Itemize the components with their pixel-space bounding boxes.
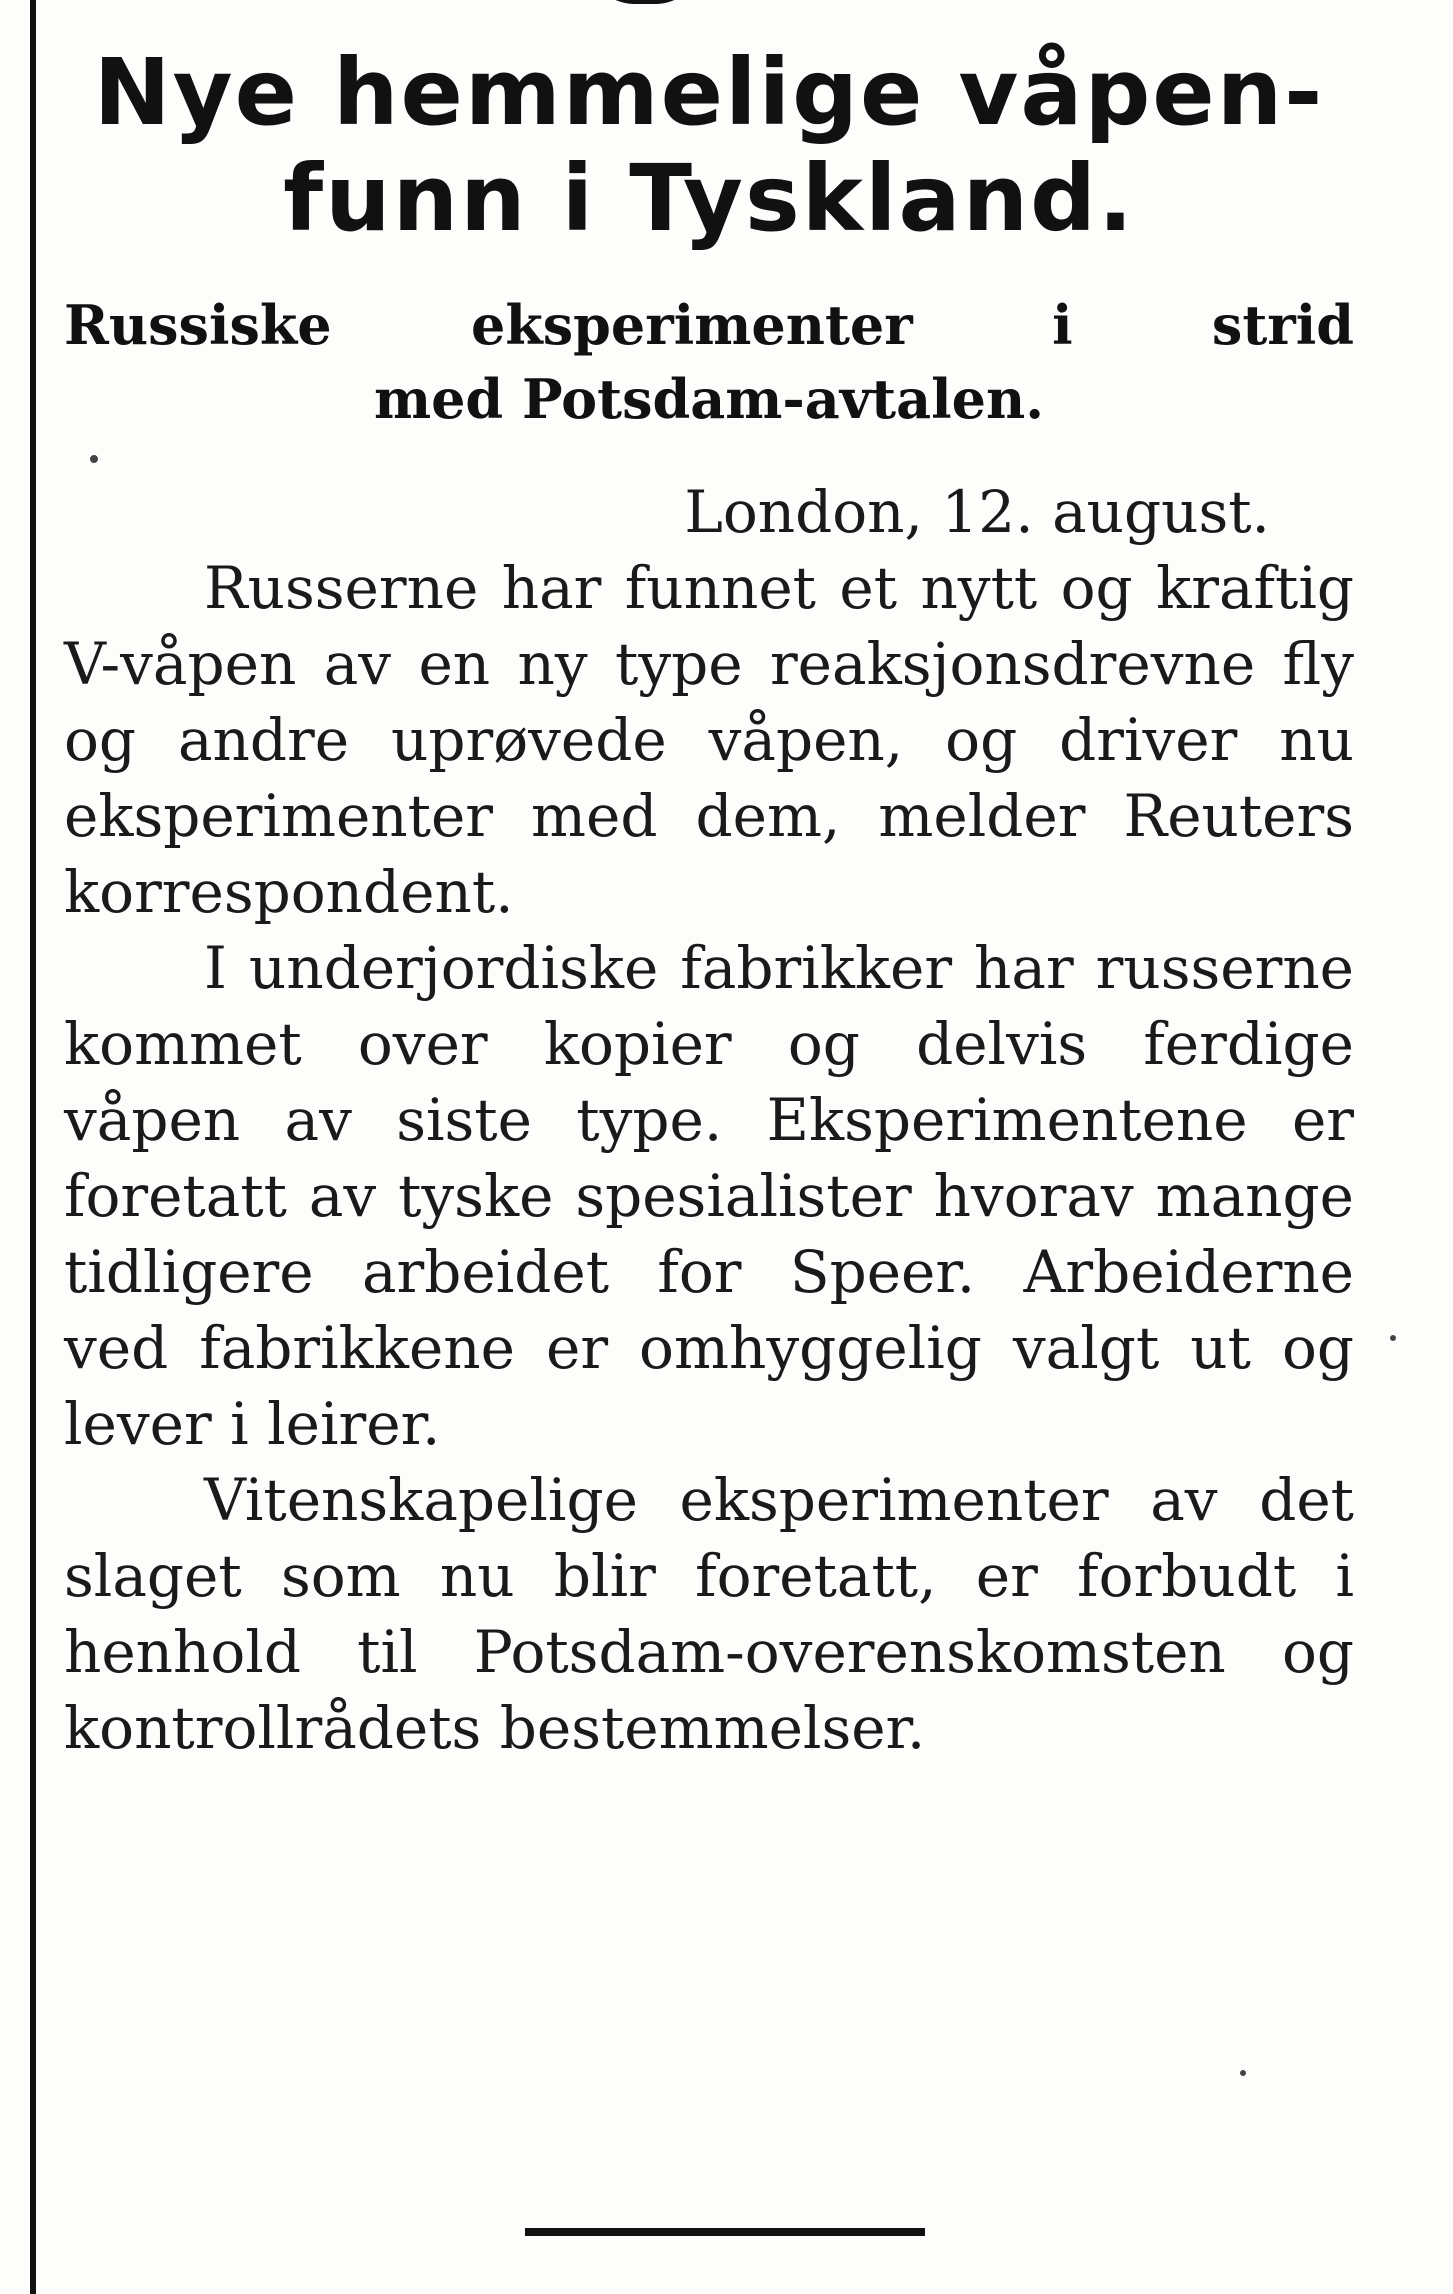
headline-line-2: funn i Tyskland. bbox=[283, 145, 1135, 252]
subheadline bbox=[64, 288, 1354, 436]
dateline: London, 12. august. bbox=[684, 478, 1270, 546]
column-rule-left bbox=[30, 0, 36, 2294]
print-speck bbox=[1390, 1335, 1396, 1341]
subheadline-line-2: med Potsdam-avtalen. bbox=[373, 367, 1045, 431]
article bbox=[64, 40, 1354, 1766]
article-body bbox=[64, 550, 1354, 1766]
end-rule bbox=[525, 2228, 925, 2236]
headline-line-1: Nye hemmelige våpen- bbox=[93, 39, 1325, 146]
headline bbox=[64, 40, 1354, 252]
paragraph-3: Vitenskapelige eksperimenter av det slaget som nu blir foretatt, er forbudt i henhold til Potsdam-overenskomsten og kontrollrådets bestemmelser. bbox=[64, 1466, 1354, 1762]
paragraph-2: I underjordiske fabrikker har russerne kommet over kopier og delvis ferdige våpen av siste type. Eksperimentene er foretatt av tyske spesialister hvorav mange tidligere arbeidet for Speer. Arbeiderne ved fabrikkene er omhyggelig valgt ut og lever i leirer. bbox=[64, 934, 1354, 1458]
subheadline-line-1: Russiske eksperimenter i strid bbox=[64, 293, 1354, 357]
paragraph-1: Russerne har funnet et nytt og kraftig V-våpen av en ny type reaksjonsdrevne fly og andre uprøvede våpen, og driver nu eksperimenter med dem, melder Reuters korrespondent. bbox=[64, 554, 1354, 926]
print-speck bbox=[90, 455, 98, 463]
previous-article-fragment bbox=[590, 0, 700, 4]
print-speck bbox=[1240, 2070, 1246, 2076]
